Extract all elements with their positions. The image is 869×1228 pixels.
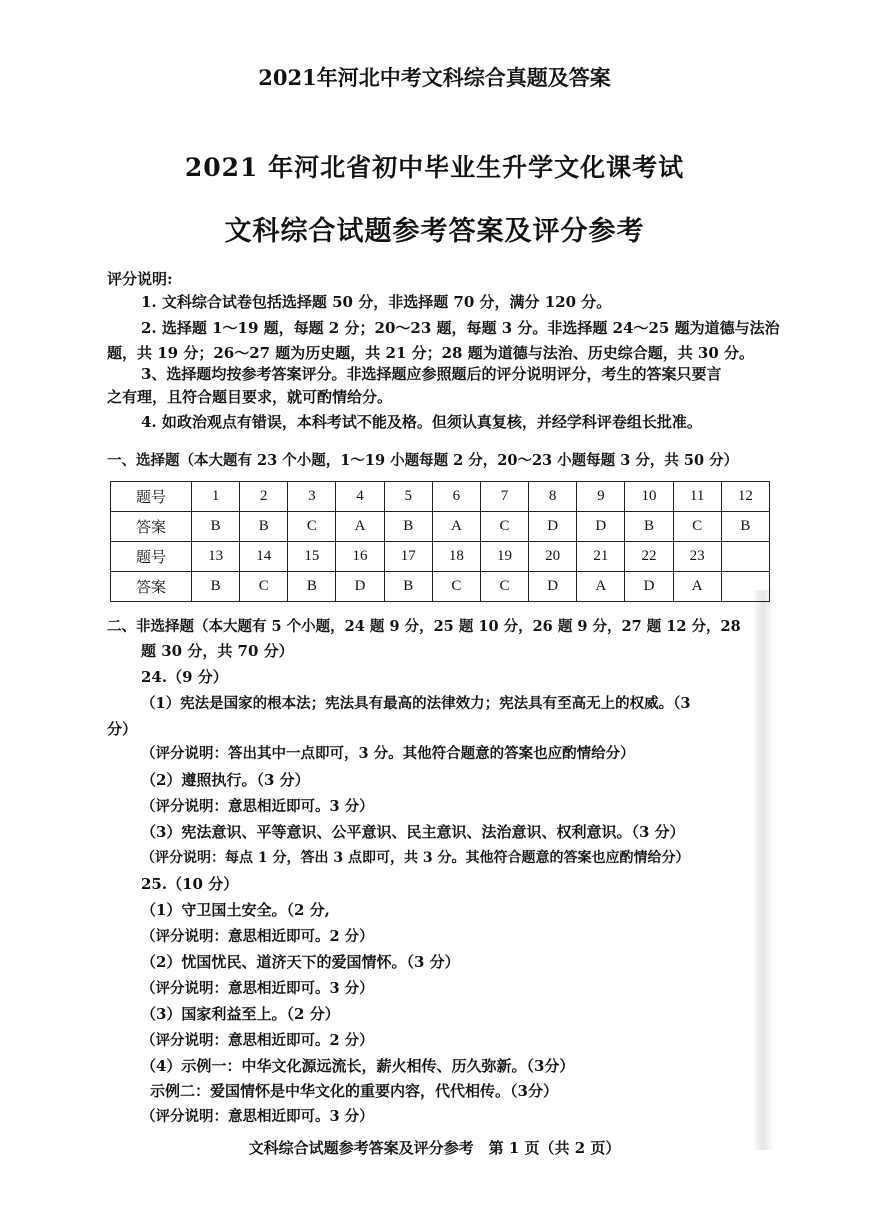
answer-cell: D: [625, 572, 673, 602]
section2-heading: 二、非选择题（本大题有 5 个小题，24 题 9 分，25 题 10 分，26 题 9 分，27 题 12 分，28: [107, 618, 741, 635]
q24-note-1: （评分说明：答出其中一点即可，3 分。其他符合题意的答案也应酌情给分）: [141, 745, 635, 762]
table-row: [111, 482, 770, 512]
answer-key-title: 文科综合试题参考答案及评分参考: [224, 216, 645, 247]
answer-cell: C: [432, 572, 480, 602]
q25-answer-3: （3）国家利益至上。（2 分）: [141, 1005, 340, 1023]
question-number: 5: [384, 482, 432, 512]
q25-note-1: （评分说明：意思相近即可。2 分）: [141, 928, 374, 945]
answer-cell: B: [288, 572, 336, 602]
table-row: [111, 512, 770, 542]
q25-note-4: （评分说明：意思相近即可。3 分）: [141, 1108, 374, 1125]
section2-heading-cont: 题 30 分，共 70 分）: [141, 642, 294, 660]
question-number: 11: [673, 482, 721, 512]
q24-heading: 24.（9 分）: [141, 668, 228, 686]
table-row: [111, 542, 770, 572]
scoring-note-3: 3、选择题均按参考答案评分。非选择题应参照题后的评分说明评分，考生的答案只要言: [141, 365, 722, 383]
page-footer: 文科综合试题参考答案及评分参考 第 1 页（共 2 页）: [248, 1139, 621, 1157]
q25-answer-4-example-2: 示例二：爱国情怀是中华文化的重要内容，代代相传。（3分）: [150, 1082, 558, 1100]
question-number: 21: [577, 542, 625, 572]
scoring-note-2: 2. 选择题 1～19 题，每题 2 分；20～23 题，每题 3 分。非选择题 24～25 题为道德与法治: [141, 319, 780, 337]
answer-cell: B: [240, 512, 288, 542]
question-number: 18: [432, 542, 480, 572]
answer-cell: B: [384, 512, 432, 542]
question-number-label: 题号: [111, 482, 192, 512]
question-number: 22: [625, 542, 673, 572]
answer-cell: A: [336, 512, 384, 542]
question-number: 16: [336, 542, 384, 572]
q25-answer-1: （1）守卫国土安全。（2 分,: [141, 901, 330, 919]
q24-note-3: （评分说明：每点 1 分，答出 3 点即可，共 3 分。其他符合题意的答案也应酌情给分）: [141, 850, 690, 866]
q24-note-2: （评分说明：意思相近即可。3 分）: [141, 798, 374, 815]
answer-cell: D: [336, 572, 384, 602]
answer-cell: A: [432, 512, 480, 542]
document-title: 2021年河北中考文科综合真题及答案: [258, 65, 611, 90]
scoring-note-3-cont: 之有理，且符合题目要求，就可酌情给分。: [107, 388, 393, 406]
question-number: 19: [480, 542, 528, 572]
scoring-note-1: 1. 文科综合试卷包括选择题 50 分，非选择题 70 分，满分 120 分。: [141, 293, 612, 311]
q25-note-2: （评分说明：意思相近即可。3 分）: [141, 980, 374, 997]
q25-note-3: （评分说明：意思相近即可。2 分）: [141, 1032, 374, 1049]
question-number: 17: [384, 542, 432, 572]
answer-cell: C: [288, 512, 336, 542]
answer-cell: B: [192, 572, 240, 602]
table-row: [111, 572, 770, 602]
answer-cell: A: [577, 572, 625, 602]
q25-answer-4-example-1: （4）示例一：中华文化源远流长，薪火相传、历久弥新。（3分）: [141, 1057, 575, 1075]
q24-answer-1: （1）宪法是国家的根本法；宪法具有最高的法律效力；宪法具有至高无上的权威。（3: [141, 695, 691, 712]
question-number: 1: [192, 482, 240, 512]
q24-answer-2: （2）遵照执行。（3 分）: [141, 771, 310, 789]
answer-cell: B: [721, 512, 769, 542]
answer-cell: C: [480, 572, 528, 602]
answer-cell: B: [192, 512, 240, 542]
q25-answer-2: （2）忧国忧民、道济天下的爱国情怀。（3 分）: [141, 953, 460, 971]
question-number: 9: [577, 482, 625, 512]
scan-edge-shadow: [752, 590, 774, 1150]
question-number: 12: [721, 482, 769, 512]
scoring-note-2-cont: 题，共 19 分；26～27 题为历史题，共 21 分；28 题为道德与法治、历史综合题，共 30 分。: [107, 344, 755, 362]
question-number: 13: [192, 542, 240, 572]
answer-label: 答案: [111, 572, 192, 602]
answer-cell: C: [240, 572, 288, 602]
scoring-notes-heading: 评分说明:: [107, 270, 173, 288]
question-number: 6: [432, 482, 480, 512]
question-number: 14: [240, 542, 288, 572]
question-number: 20: [529, 542, 577, 572]
answer-cell: C: [673, 512, 721, 542]
question-number: 15: [288, 542, 336, 572]
answer-cell: B: [625, 512, 673, 542]
answer-cell: C: [480, 512, 528, 542]
question-number: 2: [240, 482, 288, 512]
question-number: 4: [336, 482, 384, 512]
answer-cell: D: [529, 572, 577, 602]
choice-answer-table: [110, 481, 770, 602]
scoring-note-4: 4. 如政治观点有错误，本科考试不能及格。但须认真复核，并经学科评卷组长批准。: [141, 413, 702, 431]
question-number: [721, 542, 769, 572]
answer-cell: D: [577, 512, 625, 542]
q24-answer-3: （3）宪法意识、平等意识、公平意识、民主意识、法治意识、权利意识。（3 分）: [141, 823, 685, 841]
exam-title: 2021 年河北省初中毕业生升学文化课考试: [184, 153, 685, 182]
question-number: 10: [625, 482, 673, 512]
question-number: 3: [288, 482, 336, 512]
question-number-label: 题号: [111, 542, 192, 572]
q24-answer-1-cont: 分）: [107, 720, 138, 738]
answer-cell: B: [384, 572, 432, 602]
question-number: 23: [673, 542, 721, 572]
q25-heading: 25.（10 分）: [141, 875, 239, 893]
section1-heading: 一、选择题（本大题有 23 个小题，1～19 小题每题 2 分，20～23 小题每题 3 分，共 50 分）: [107, 452, 739, 469]
answer-cell: A: [673, 572, 721, 602]
answer-cell: D: [529, 512, 577, 542]
question-number: 8: [529, 482, 577, 512]
answer-label: 答案: [111, 512, 192, 542]
question-number: 7: [480, 482, 528, 512]
